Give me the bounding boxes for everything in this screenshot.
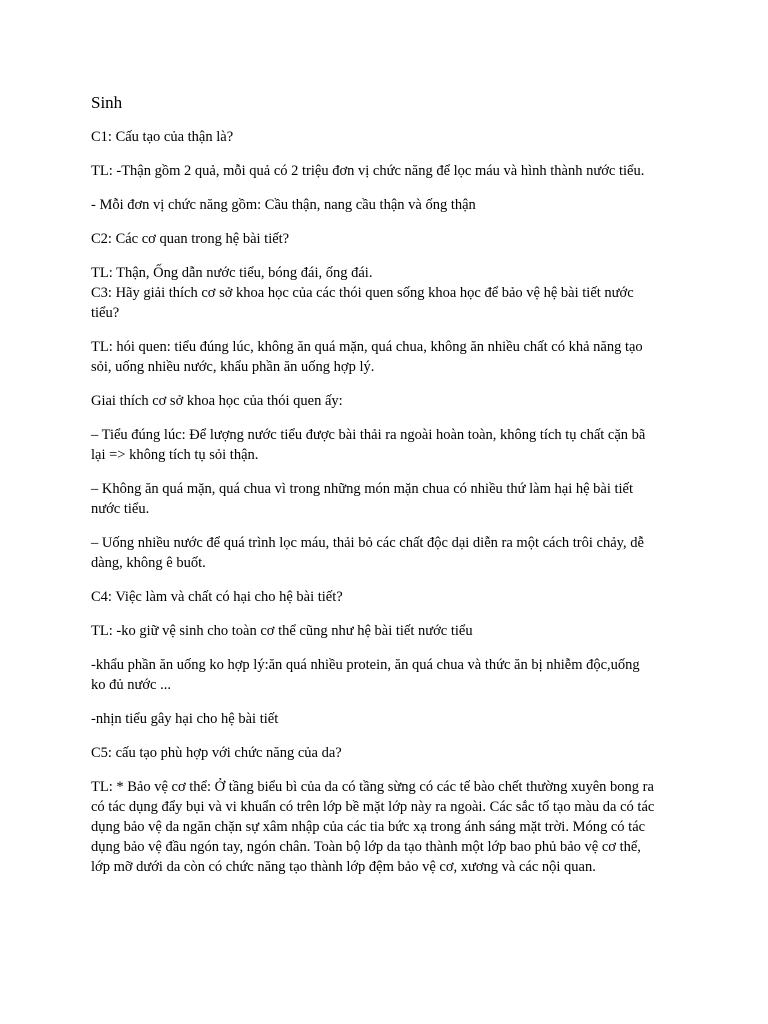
text-line: C3: Hãy giải thích cơ sở khoa học của các thói quen sống khoa học để bảo vệ hệ bài tiết nước — [91, 285, 634, 301]
paragraph — [91, 391, 691, 411]
text-line: ko đủ nước ... — [91, 677, 171, 693]
text-line: C2: Các cơ quan trong hệ bài tiết? — [91, 231, 290, 247]
paragraph — [91, 479, 691, 519]
text-line: - Mỗi đơn vị chức năng gồm: Cầu thận, nang cầu thận và ống thận — [91, 197, 476, 213]
text-line: C4: Việc làm và chất có hại cho hệ bài tiết? — [91, 589, 343, 605]
text-line: TL: Thận, Ống dẫn nước tiểu, bóng đái, ống đái. — [91, 265, 373, 281]
paragraph — [91, 777, 691, 877]
document-title: Sinh — [91, 93, 123, 112]
paragraph — [91, 425, 691, 465]
paragraph — [91, 587, 691, 607]
paragraph — [91, 229, 691, 249]
text-line: nước tiểu. — [91, 501, 150, 517]
text-line: TL: -Thận gồm 2 quả, mỗi quả có 2 triệu đơn vị chức năng để lọc máu và hình thành nước tiểu. — [91, 163, 645, 179]
paragraph — [91, 161, 691, 181]
paragraph — [91, 621, 691, 641]
text-line: dàng, không ê buốt. — [91, 555, 206, 571]
text-line: – Không ăn quá mặn, quá chua vì trong những món mặn chua có nhiều thứ làm hại hệ bài tiết — [91, 481, 634, 497]
paragraph — [91, 195, 691, 215]
paragraph — [91, 337, 691, 377]
text-line: sỏi, uống nhiều nước, khẩu phần ăn uống hợp lý. — [91, 359, 375, 375]
text-line: TL: hói quen: tiểu đúng lúc, không ăn quá mặn, quá chua, không ăn nhiều chất có khả năng tạo — [91, 339, 643, 355]
text-line: Giai thích cơ sở khoa học của thói quen ấy: — [91, 393, 343, 409]
text-line: TL: * Bảo vệ cơ thể: Ở tầng biểu bì của da có tầng sừng có các tế bào chết thường xuyên bong ra — [91, 779, 654, 795]
paragraph — [91, 127, 691, 147]
paragraph — [91, 743, 691, 763]
text-line: – Uống nhiều nước để quá trình lọc máu, thải bỏ các chất độc dại diễn ra một cách trôi chảy, dễ — [91, 535, 644, 551]
text-line: có tác dụng đẩy bụi và vi khuẩn có trên lớp bề mặt lớp này ra ngoài. Các sắc tố tạo màu da có tác — [91, 799, 655, 815]
paragraph — [91, 655, 691, 695]
paragraph — [91, 533, 691, 573]
document-body — [91, 127, 691, 877]
paragraph — [91, 283, 691, 323]
text-line: -khẩu phần ăn uống ko hợp lý:ăn quá nhiều protein, ăn quá chua và thức ăn bị nhiễm độc,uống — [91, 657, 640, 673]
text-line: dụng bảo vệ đầu ngón tay, ngón chân. Toàn bộ lớp da tạo thành một lớp bao phủ bảo vệ cơ thể, — [91, 839, 641, 855]
text-line: lớp mỡ dưới da còn có chức năng tạo thành lớp đệm bảo vệ cơ, xương và các nội quan. — [91, 859, 596, 875]
paragraph — [91, 709, 691, 729]
text-line: C5: cấu tạo phù hợp với chức năng của da? — [91, 745, 342, 761]
text-line: dụng bảo vệ da ngăn chặn sự xâm nhập của các tia bức xạ trong ánh sáng mặt trời. Móng có tác — [91, 819, 646, 835]
text-line: tiểu? — [91, 305, 120, 321]
text-line: C1: Cấu tạo của thận là? — [91, 129, 234, 145]
text-line: -nhịn tiểu gây hại cho hệ bài tiết — [91, 711, 279, 727]
text-line: – Tiểu đúng lúc: Để lượng nước tiểu được bài thải ra ngoài hoàn toàn, không tích tụ chất cặn bã — [91, 427, 646, 443]
paragraph — [91, 263, 691, 283]
text-line: lại => không tích tụ sỏi thận. — [91, 447, 259, 463]
document-page — [91, 92, 691, 891]
text-line: TL: -ko giữ vệ sinh cho toàn cơ thể cũng như hệ bài tiết nước tiểu — [91, 623, 473, 639]
